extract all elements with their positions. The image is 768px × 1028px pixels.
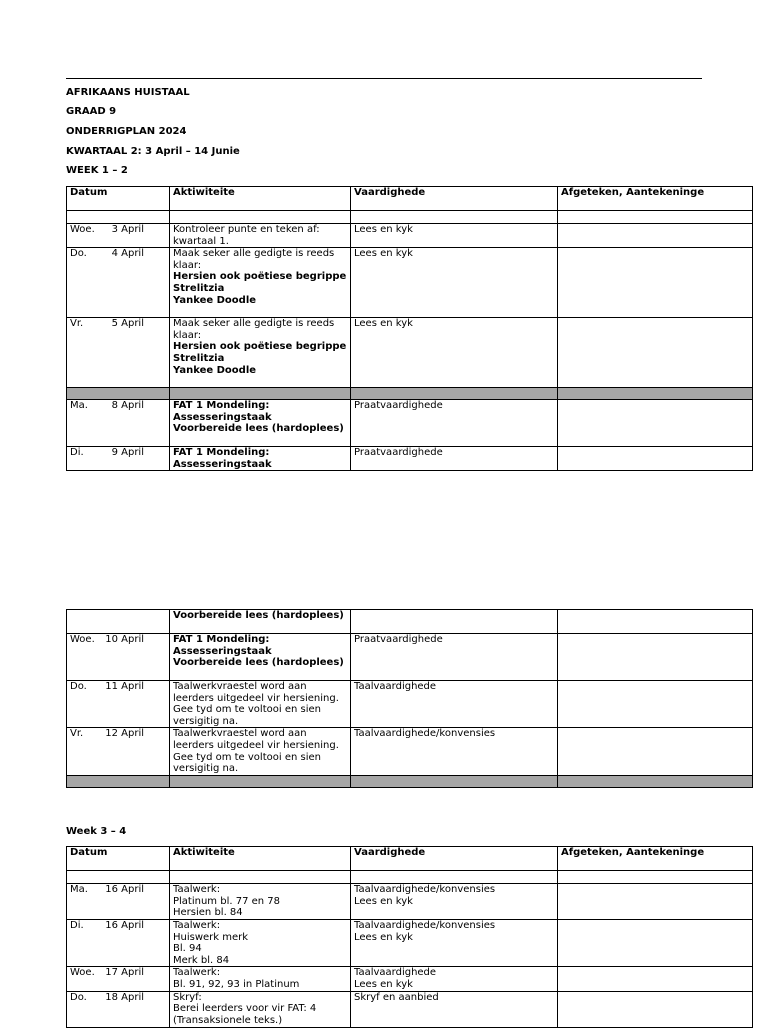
skills-cell	[351, 681, 558, 728]
activity-line: FAT 1 Mondeling: Assesseringstaak	[173, 634, 272, 657]
activity-line: Huiswerk merk	[173, 931, 249, 943]
table-row	[67, 728, 753, 775]
term-heading: KWARTAAL 2: 3 April – 14 Junie	[66, 146, 240, 157]
date-value	[70, 400, 166, 412]
date-cell	[67, 318, 170, 388]
date-label: 16 April	[105, 920, 144, 931]
grade-heading: GRAAD 9	[66, 106, 117, 117]
week-3-4-heading: Week 3 – 4	[66, 826, 127, 837]
date-label: 17 April	[105, 967, 144, 979]
table-row	[67, 610, 753, 634]
skills-cell	[351, 967, 558, 991]
schedule-table-week-1-2-continued	[66, 609, 753, 788]
day-label: Do.	[70, 681, 87, 692]
notes-cell	[558, 447, 753, 471]
activities-cell	[170, 681, 351, 728]
skills-cell	[351, 991, 558, 1027]
skill-line: Lees en kyk	[354, 318, 413, 330]
table-row	[67, 224, 753, 248]
table-row	[67, 967, 753, 991]
column-header-notes: Afgeteken, Aantekeninge	[558, 847, 753, 871]
table-cell	[351, 388, 558, 400]
skill-line: Praatvaardighede	[354, 400, 443, 412]
column-header-skills: Vaardighede	[351, 847, 558, 871]
date-label: 8 April	[111, 400, 144, 412]
date-cell	[67, 248, 170, 318]
activities-cell	[170, 400, 351, 447]
day-label: Di.	[70, 447, 84, 459]
table-cell	[351, 211, 558, 224]
date-cell	[67, 991, 170, 1027]
notes-cell	[558, 224, 753, 248]
activity-line: Taalwerk:	[173, 967, 221, 979]
table-cell	[351, 871, 558, 884]
table-header-row	[67, 847, 753, 871]
table-cell	[67, 775, 170, 787]
day-label: Di.	[70, 920, 84, 931]
table-row	[67, 920, 753, 967]
table-row	[67, 248, 753, 318]
top-rule	[66, 78, 702, 79]
date-cell	[67, 610, 170, 634]
plan-heading: ONDERRIGPLAN 2024	[66, 126, 187, 137]
date-label: 3 April	[111, 224, 144, 235]
day-label: Woe.	[70, 224, 95, 235]
skills-cell	[351, 318, 558, 388]
separator-row	[67, 388, 753, 400]
skill-line: Taalvaardighede	[354, 967, 437, 979]
activities-cell	[170, 728, 351, 775]
day-label: Do.	[70, 991, 87, 1003]
skill-line: Taalvaardighede	[354, 681, 437, 692]
table-cell	[67, 211, 170, 224]
date-cell	[67, 884, 170, 920]
day-label: Vr.	[70, 318, 84, 330]
day-label: Ma.	[70, 884, 88, 895]
date-label: 5 April	[111, 318, 144, 330]
table-cell	[170, 775, 351, 787]
date-value	[70, 447, 166, 459]
day-label: Woe.	[70, 634, 95, 645]
date-cell	[67, 681, 170, 728]
table-cell	[170, 388, 351, 400]
date-value	[70, 634, 166, 646]
date-label: 12 April	[105, 728, 144, 740]
activity-line: Voorbereide lees (hardoplees)	[173, 657, 344, 669]
activity-line: Maak seker alle gedigte is reeds klaar:	[173, 248, 335, 271]
activity-line: FAT 1 Mondeling: Assesseringstaak	[173, 447, 272, 470]
table-cell	[351, 775, 558, 787]
activity-line: Hersien ook poëtiese begrippe	[173, 341, 347, 353]
day-label: Vr.	[70, 728, 84, 740]
activities-cell	[170, 318, 351, 388]
activity-line: FAT 1 Mondeling: Assesseringstaak	[173, 400, 272, 423]
table-cell	[558, 388, 753, 400]
date-value	[70, 920, 166, 932]
notes-cell	[558, 318, 753, 388]
date-value	[70, 992, 166, 1004]
date-cell	[67, 224, 170, 248]
notes-cell	[558, 610, 753, 634]
table-cell	[558, 211, 753, 224]
activities-cell	[170, 884, 351, 920]
table-row	[67, 681, 753, 728]
skills-cell	[351, 248, 558, 318]
table-row	[67, 991, 753, 1027]
table-row	[67, 318, 753, 388]
table-row	[67, 884, 753, 920]
date-label: 11 April	[105, 681, 144, 692]
notes-cell	[558, 681, 753, 728]
skill-line: Taalvaardighede/konvensies	[354, 728, 496, 740]
skills-cell	[351, 728, 558, 775]
table-row	[67, 634, 753, 681]
notes-cell	[558, 728, 753, 775]
separator-row	[67, 775, 753, 787]
skill-line: Taalvaardighede/konvensies	[354, 884, 496, 895]
table-cell	[67, 871, 170, 884]
activity-line: Taalwerk:	[173, 920, 221, 931]
day-label: Do.	[70, 248, 87, 260]
activity-line: Taalwerkvraestel word aan leerders uitgedeel vir hersiening. Gee tyd om te voltooi en sien versigitig na.	[173, 681, 339, 727]
notes-cell	[558, 967, 753, 991]
activities-cell	[170, 248, 351, 318]
column-header-notes: Afgeteken, Aantekeninge	[558, 187, 753, 211]
activity-line: Berei leerders voor vir FAT: 4 (Transaksionele teks.)	[173, 1003, 317, 1026]
date-value	[70, 318, 166, 330]
date-label: 9 April	[111, 447, 144, 459]
table-cell	[170, 871, 351, 884]
column-header-activities: Aktiwiteite	[170, 187, 351, 211]
date-label: 4 April	[111, 248, 144, 260]
table-cell	[558, 871, 753, 884]
empty-row	[67, 871, 753, 884]
activity-line: Maak seker alle gedigte is reeds klaar:	[173, 318, 335, 341]
skill-line: Lees en kyk	[354, 931, 413, 943]
activity-line: Bl. 91, 92, 93 in Platinum	[173, 978, 300, 990]
activity-line: Yankee Doodle	[173, 294, 257, 306]
activity-line: Taalwerk:	[173, 884, 221, 895]
activity-line: Skryf:	[173, 991, 202, 1003]
activities-cell	[170, 991, 351, 1027]
schedule-table-week-3-4	[66, 846, 753, 1028]
skills-cell	[351, 400, 558, 447]
activities-cell	[170, 447, 351, 471]
activity-line: Taalwerkvraestel word aan leerders uitgedeel vir hersiening. Gee tyd om te voltooi en sien versigitig na.	[173, 728, 339, 775]
skills-cell	[351, 610, 558, 634]
date-cell	[67, 447, 170, 471]
column-header-date: Datum	[67, 187, 170, 211]
schedule-table-week-1-2	[66, 186, 753, 471]
column-header-date: Datum	[67, 847, 170, 871]
week-1-2-heading: WEEK 1 – 2	[66, 165, 128, 176]
activity-line: Voorbereide lees (hardoplees)	[173, 423, 344, 435]
empty-row	[67, 211, 753, 224]
skills-cell	[351, 224, 558, 248]
date-label: 18 April	[105, 991, 144, 1003]
column-header-activities: Aktiwiteite	[170, 847, 351, 871]
notes-cell	[558, 991, 753, 1027]
day-label: Woe.	[70, 967, 95, 979]
date-cell	[67, 967, 170, 991]
date-cell	[67, 634, 170, 681]
activity-line: Yankee Doodle	[173, 364, 257, 376]
table-header-row	[67, 187, 753, 211]
notes-cell	[558, 248, 753, 318]
date-value	[70, 728, 166, 740]
table-cell	[170, 211, 351, 224]
activity-line: Strelitzia	[173, 352, 225, 364]
notes-cell	[558, 884, 753, 920]
skills-cell	[351, 920, 558, 967]
subject-heading: AFRIKAANS HUISTAAL	[66, 87, 190, 98]
activity-line: Hersien bl. 84	[173, 907, 243, 919]
skills-cell	[351, 634, 558, 681]
date-cell	[67, 728, 170, 775]
activities-cell	[170, 967, 351, 991]
skill-line: Praatvaardighede	[354, 447, 443, 459]
date-value	[70, 681, 166, 693]
activity-line: Merk bl. 84	[173, 954, 230, 966]
skill-line: Praatvaardighede	[354, 634, 443, 645]
notes-cell	[558, 920, 753, 967]
activities-cell	[170, 634, 351, 681]
activity-line: Kontroleer punte en teken af: kwartaal 1.	[173, 224, 320, 247]
skills-cell	[351, 447, 558, 471]
activities-cell	[170, 224, 351, 248]
date-label: 16 April	[105, 884, 144, 895]
activities-cell	[170, 610, 351, 634]
skill-line: Skryf en aanbied	[354, 991, 439, 1003]
activity-line: Hersien ook poëtiese begrippe	[173, 271, 347, 283]
date-value	[70, 248, 166, 260]
activities-cell	[170, 920, 351, 967]
activity-line: Strelitzia	[173, 282, 225, 294]
skills-cell	[351, 884, 558, 920]
table-row	[67, 447, 753, 471]
date-value	[70, 967, 166, 979]
date-label: 10 April	[105, 634, 144, 645]
skill-line: Taalvaardighede/konvensies	[354, 920, 496, 931]
column-header-skills: Vaardighede	[351, 187, 558, 211]
notes-cell	[558, 634, 753, 681]
skill-line: Lees en kyk	[354, 224, 413, 235]
date-value	[70, 224, 166, 236]
date-cell	[67, 400, 170, 447]
activity-line: Voorbereide lees (hardoplees)	[173, 610, 344, 621]
skill-line: Lees en kyk	[354, 978, 413, 990]
skill-line: Lees en kyk	[354, 248, 413, 260]
table-row	[67, 400, 753, 447]
activity-line: Platinum bl. 77 en 78	[173, 895, 281, 907]
date-cell	[67, 920, 170, 967]
activity-line: Bl. 94	[173, 943, 202, 955]
skill-line: Lees en kyk	[354, 895, 413, 907]
date-value	[70, 884, 166, 896]
table-cell	[67, 388, 170, 400]
day-label: Ma.	[70, 400, 88, 412]
table-cell	[558, 775, 753, 787]
notes-cell	[558, 400, 753, 447]
